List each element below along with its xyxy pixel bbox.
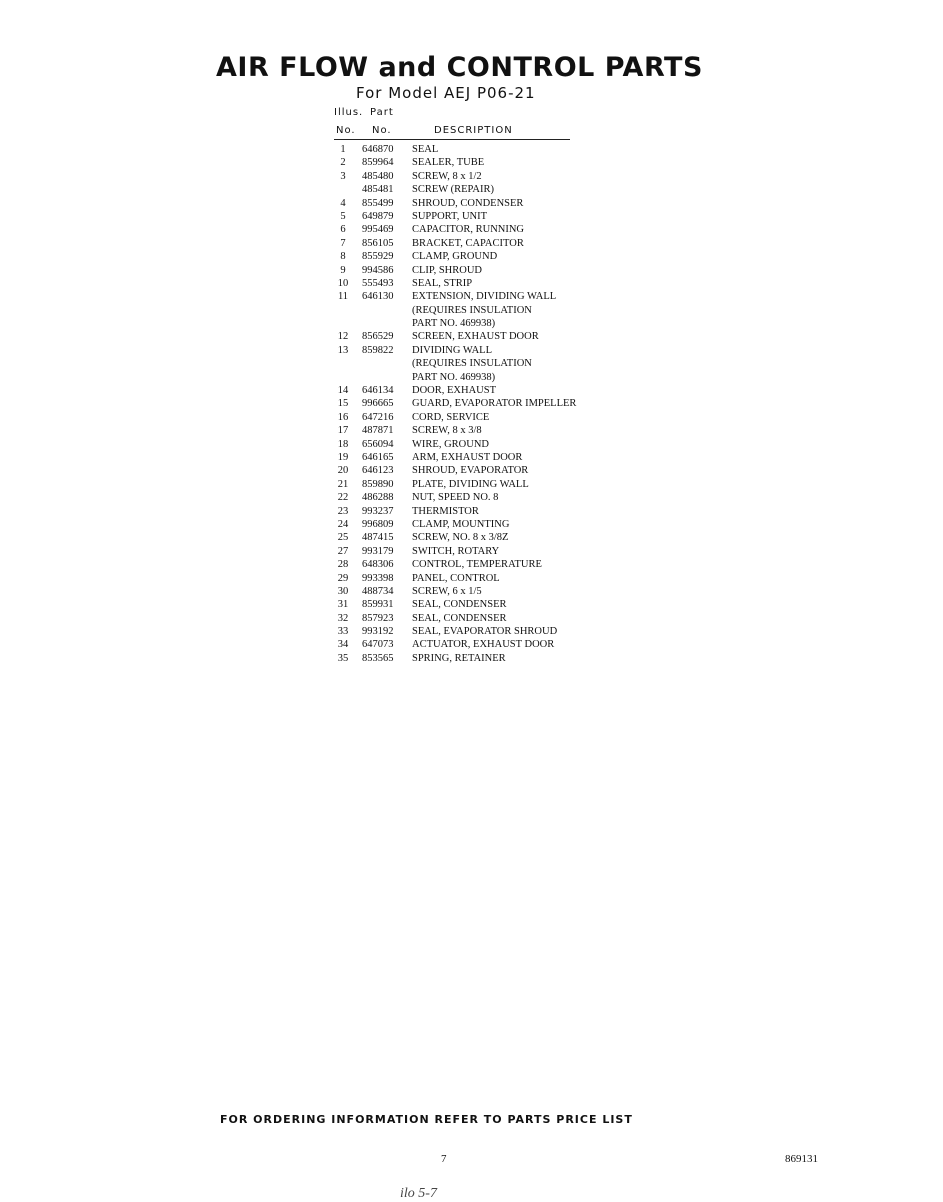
part-description: SCREW, 8 x 3/8 <box>412 425 482 437</box>
table-row <box>334 384 634 397</box>
table-row <box>334 357 634 370</box>
part-number: 855499 <box>362 197 394 209</box>
part-number: 994586 <box>362 264 394 276</box>
table-row <box>334 344 634 357</box>
illus-number: 4 <box>340 197 346 209</box>
table-row <box>334 505 634 518</box>
table-row <box>334 304 634 317</box>
part-description: (REQUIRES INSULATION <box>412 304 532 316</box>
part-number: 995469 <box>362 224 394 236</box>
part-description: CLAMP, MOUNTING <box>412 518 510 530</box>
table-row <box>334 183 634 196</box>
part-description: SCREW (REPAIR) <box>412 184 494 196</box>
table-row <box>334 478 634 491</box>
part-description: EXTENSION, DIVIDING WALL <box>412 291 557 303</box>
illus-number: 3 <box>340 170 346 182</box>
part-number: 646870 <box>362 144 394 155</box>
illus-number: 10 <box>337 277 349 289</box>
part-number: 646130 <box>362 291 394 303</box>
part-description: SHROUD, CONDENSER <box>412 197 524 209</box>
part-description: SUPPORT, UNIT <box>412 210 488 222</box>
table-row <box>334 197 634 210</box>
illus-number: 24 <box>337 518 349 530</box>
part-description: SEAL <box>412 144 439 155</box>
part-description: SCREW, NO. 8 x 3/8Z <box>412 532 509 544</box>
illus-number: 12 <box>337 331 349 343</box>
table-row <box>334 585 634 598</box>
table-row <box>334 451 634 464</box>
table-row <box>334 250 634 263</box>
illus-number: 32 <box>337 612 349 624</box>
part-description: WIRE, GROUND <box>412 438 489 450</box>
part-number: 646165 <box>362 451 394 463</box>
table-row <box>334 518 634 531</box>
header-rule <box>334 139 570 140</box>
part-number: 857923 <box>362 612 394 624</box>
part-description: THERMISTOR <box>412 505 479 517</box>
table-row <box>334 625 634 638</box>
part-description: (REQUIRES INSULATION <box>412 358 532 370</box>
table-row <box>334 237 634 250</box>
part-number: 856529 <box>362 331 394 343</box>
part-description: GUARD, EVAPORATOR IMPELLER <box>412 398 577 410</box>
illus-number: 13 <box>337 344 349 356</box>
part-description: SEALER, TUBE <box>412 157 485 169</box>
table-row <box>334 558 634 571</box>
table-row <box>334 411 634 424</box>
illus-number: 33 <box>337 626 349 638</box>
illus-number: 29 <box>337 572 349 584</box>
illus-number: 9 <box>340 264 346 276</box>
part-number: 487415 <box>362 532 394 544</box>
part-description: ARM, EXHAUST DOOR <box>412 451 523 463</box>
illus-number: 28 <box>337 559 349 571</box>
part-description: ACTUATOR, EXHAUST DOOR <box>412 639 555 651</box>
part-number: 853565 <box>362 652 394 664</box>
part-description: PART NO. 469938) <box>412 371 496 383</box>
header-part-top: Part <box>370 107 394 118</box>
table-row <box>334 397 634 410</box>
part-number: 656094 <box>362 438 394 450</box>
table-row <box>334 464 634 477</box>
illus-number: 16 <box>337 411 349 423</box>
part-description: SCREEN, EXHAUST DOOR <box>412 331 539 343</box>
illus-number: 19 <box>337 451 349 463</box>
table-row <box>334 170 634 183</box>
part-description: SPRING, RETAINER <box>412 652 506 664</box>
part-number: 648306 <box>362 559 394 571</box>
part-description: DOOR, EXHAUST <box>412 385 496 397</box>
ordering-footer: FOR ORDERING INFORMATION REFER TO PARTS PRICE LIST <box>220 1113 633 1126</box>
table-row <box>334 598 634 611</box>
part-description: CLIP, SHROUD <box>412 264 483 276</box>
illus-number: 18 <box>337 438 349 450</box>
handwritten-marks: ilo 5-7 <box>400 1186 437 1201</box>
illus-number: 8 <box>340 251 346 263</box>
part-number: 487871 <box>362 425 394 437</box>
table-row <box>334 143 634 156</box>
part-number: 859931 <box>362 599 394 611</box>
part-number: 646123 <box>362 465 394 477</box>
table-row <box>334 210 634 223</box>
part-description: CONTROL, TEMPERATURE <box>412 559 542 571</box>
part-number: 859964 <box>362 157 394 169</box>
illus-number: 6 <box>340 224 346 236</box>
table-row <box>334 612 634 625</box>
illus-number: 1 <box>340 144 346 155</box>
part-description: CAPACITOR, RUNNING <box>412 224 525 236</box>
illus-number: 27 <box>337 545 349 557</box>
illus-number: 30 <box>337 585 349 597</box>
part-description: SCREW, 6 x 1/5 <box>412 585 482 597</box>
part-number: 646134 <box>362 385 394 397</box>
illus-number: 20 <box>337 465 349 477</box>
parts-list <box>334 143 634 665</box>
table-row <box>334 638 634 651</box>
part-number: 859822 <box>362 344 394 356</box>
part-description: SEAL, STRIP <box>412 277 473 289</box>
part-number: 856105 <box>362 237 394 249</box>
table-row <box>334 491 634 504</box>
illus-number: 11 <box>337 291 349 303</box>
page-title: AIR FLOW and CONTROL PARTS <box>216 52 703 83</box>
table-row <box>334 424 634 437</box>
part-number: 555493 <box>362 277 394 289</box>
part-description: SEAL, CONDENSER <box>412 599 507 611</box>
illus-number: 5 <box>340 210 346 222</box>
table-row <box>334 156 634 169</box>
part-number: 485481 <box>362 184 394 196</box>
part-description: SWITCH, ROTARY <box>412 545 500 557</box>
illus-number: 23 <box>337 505 349 517</box>
table-row <box>334 317 634 330</box>
part-number: 993192 <box>362 626 394 638</box>
table-row <box>334 652 634 665</box>
illus-number: 15 <box>337 398 349 410</box>
part-number: 996809 <box>362 518 394 530</box>
header-illus-no: No. <box>336 125 356 136</box>
part-number: 859890 <box>362 478 394 490</box>
page-subtitle: For Model AEJ P06-21 <box>356 84 536 102</box>
table-row <box>334 264 634 277</box>
table-row <box>334 438 634 451</box>
illus-number: 7 <box>340 237 346 249</box>
part-number: 855929 <box>362 251 394 263</box>
part-description: PART NO. 469938) <box>412 318 496 330</box>
illus-number: 22 <box>337 492 349 504</box>
part-number: 993398 <box>362 572 394 584</box>
table-row <box>334 330 634 343</box>
header-description: DESCRIPTION <box>434 125 513 136</box>
part-number: 649879 <box>362 210 394 222</box>
part-description: NUT, SPEED NO. 8 <box>412 492 499 504</box>
part-number: 486288 <box>362 492 394 504</box>
illus-number: 25 <box>337 532 349 544</box>
part-number: 993237 <box>362 505 394 517</box>
part-description: SEAL, CONDENSER <box>412 612 507 624</box>
table-row <box>334 371 634 384</box>
part-description: PLATE, DIVIDING WALL <box>412 478 529 490</box>
page-number: 7 <box>441 1153 447 1165</box>
part-description: SEAL, EVAPORATOR SHROUD <box>412 626 558 638</box>
table-row <box>334 572 634 585</box>
illus-number: 35 <box>337 652 349 664</box>
part-number: 993179 <box>362 545 394 557</box>
header-part-no: No. <box>372 125 392 136</box>
part-description: PANEL, CONTROL <box>412 572 500 584</box>
table-row <box>334 277 634 290</box>
part-number: 647073 <box>362 639 394 651</box>
illus-number: 31 <box>337 599 349 611</box>
document-number: 869131 <box>785 1153 818 1165</box>
illus-number: 14 <box>337 385 349 397</box>
illus-number: 17 <box>337 425 349 437</box>
illus-number: 2 <box>340 157 346 169</box>
table-row <box>334 531 634 544</box>
part-description: CLAMP, GROUND <box>412 251 498 263</box>
illus-number: 21 <box>337 478 349 490</box>
illus-number: 34 <box>337 639 349 651</box>
table-row <box>334 290 634 303</box>
part-number: 488734 <box>362 585 394 597</box>
part-description: BRACKET, CAPACITOR <box>412 237 524 249</box>
table-row <box>334 223 634 236</box>
part-number: 485480 <box>362 170 394 182</box>
header-illus-top: Illus. <box>334 107 364 118</box>
part-number: 996665 <box>362 398 394 410</box>
part-description: DIVIDING WALL <box>412 344 492 356</box>
part-number: 647216 <box>362 411 394 423</box>
part-description: CORD, SERVICE <box>412 411 490 423</box>
table-row <box>334 545 634 558</box>
part-description: SCREW, 8 x 1/2 <box>412 170 482 182</box>
part-description: SHROUD, EVAPORATOR <box>412 465 529 477</box>
